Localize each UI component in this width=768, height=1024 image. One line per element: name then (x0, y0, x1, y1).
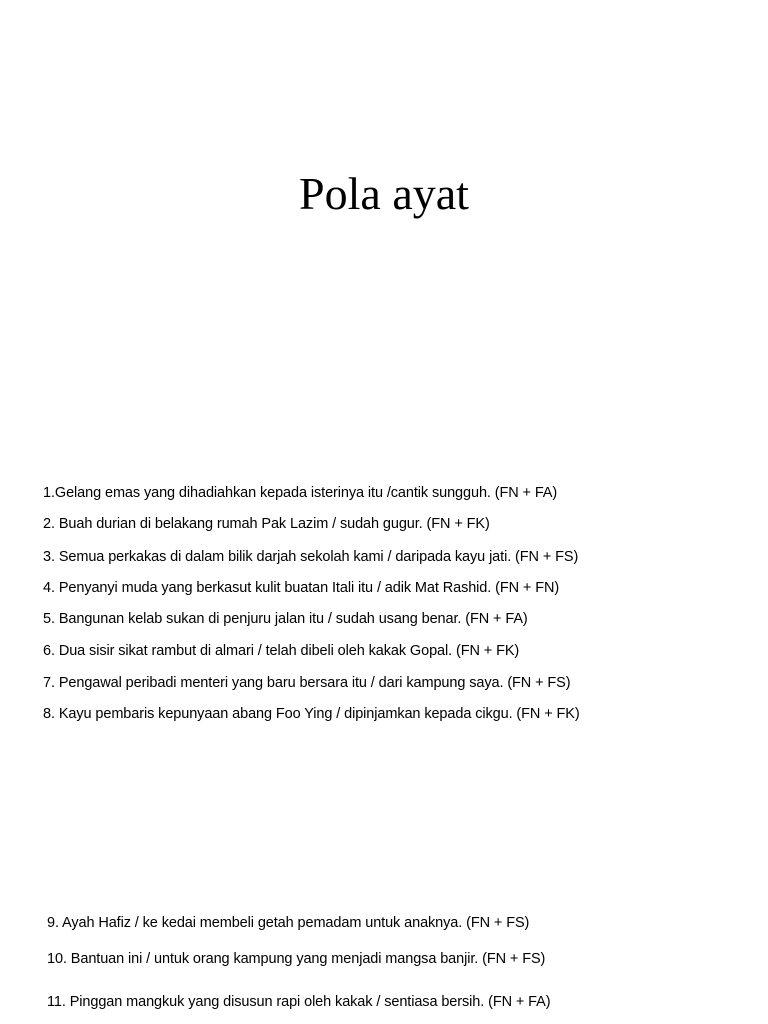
sentence-10: 10. Bantuan ini / untuk orang kampung yang menjadi mangsa banjir. (FN + FS) (47, 951, 546, 967)
page-title: Pola ayat (299, 168, 469, 219)
sentence-2: 2. Buah durian di belakang rumah Pak Lazim / sudah gugur. (FN + FK) (43, 516, 490, 532)
sentence-5: 5. Bangunan kelab sukan di penjuru jalan itu / sudah usang benar. (FN + FA) (43, 611, 528, 627)
sentence-6: 6. Dua sisir sikat rambut di almari / telah dibeli oleh kakak Gopal. (FN + FK) (43, 643, 520, 659)
sentence-3: 3. Semua perkakas di dalam bilik darjah sekolah kami / daripada kayu jati. (FN + FS) (43, 549, 579, 565)
sentence-8: 8. Kayu pembaris kepunyaan abang Foo Ying / dipinjamkan kepada cikgu. (FN + FK) (43, 706, 580, 722)
sentence-11: 11. Pinggan mangkuk yang disusun rapi oleh kakak / sentiasa bersih. (FN + FA) (47, 994, 551, 1010)
sentence-4: 4. Penyanyi muda yang berkasut kulit buatan Itali itu / adik Mat Rashid. (FN + FN) (43, 580, 560, 596)
sentence-9: 9. Ayah Hafiz / ke kedai membeli getah pemadam untuk anaknya. (FN + FS) (47, 915, 530, 931)
sentence-1: 1.Gelang emas yang dihadiahkan kepada isterinya itu /cantik sungguh. (FN + FA) (43, 485, 558, 501)
sentence-7: 7. Pengawal peribadi menteri yang baru bersara itu / dari kampung saya. (FN + FS) (43, 675, 571, 691)
